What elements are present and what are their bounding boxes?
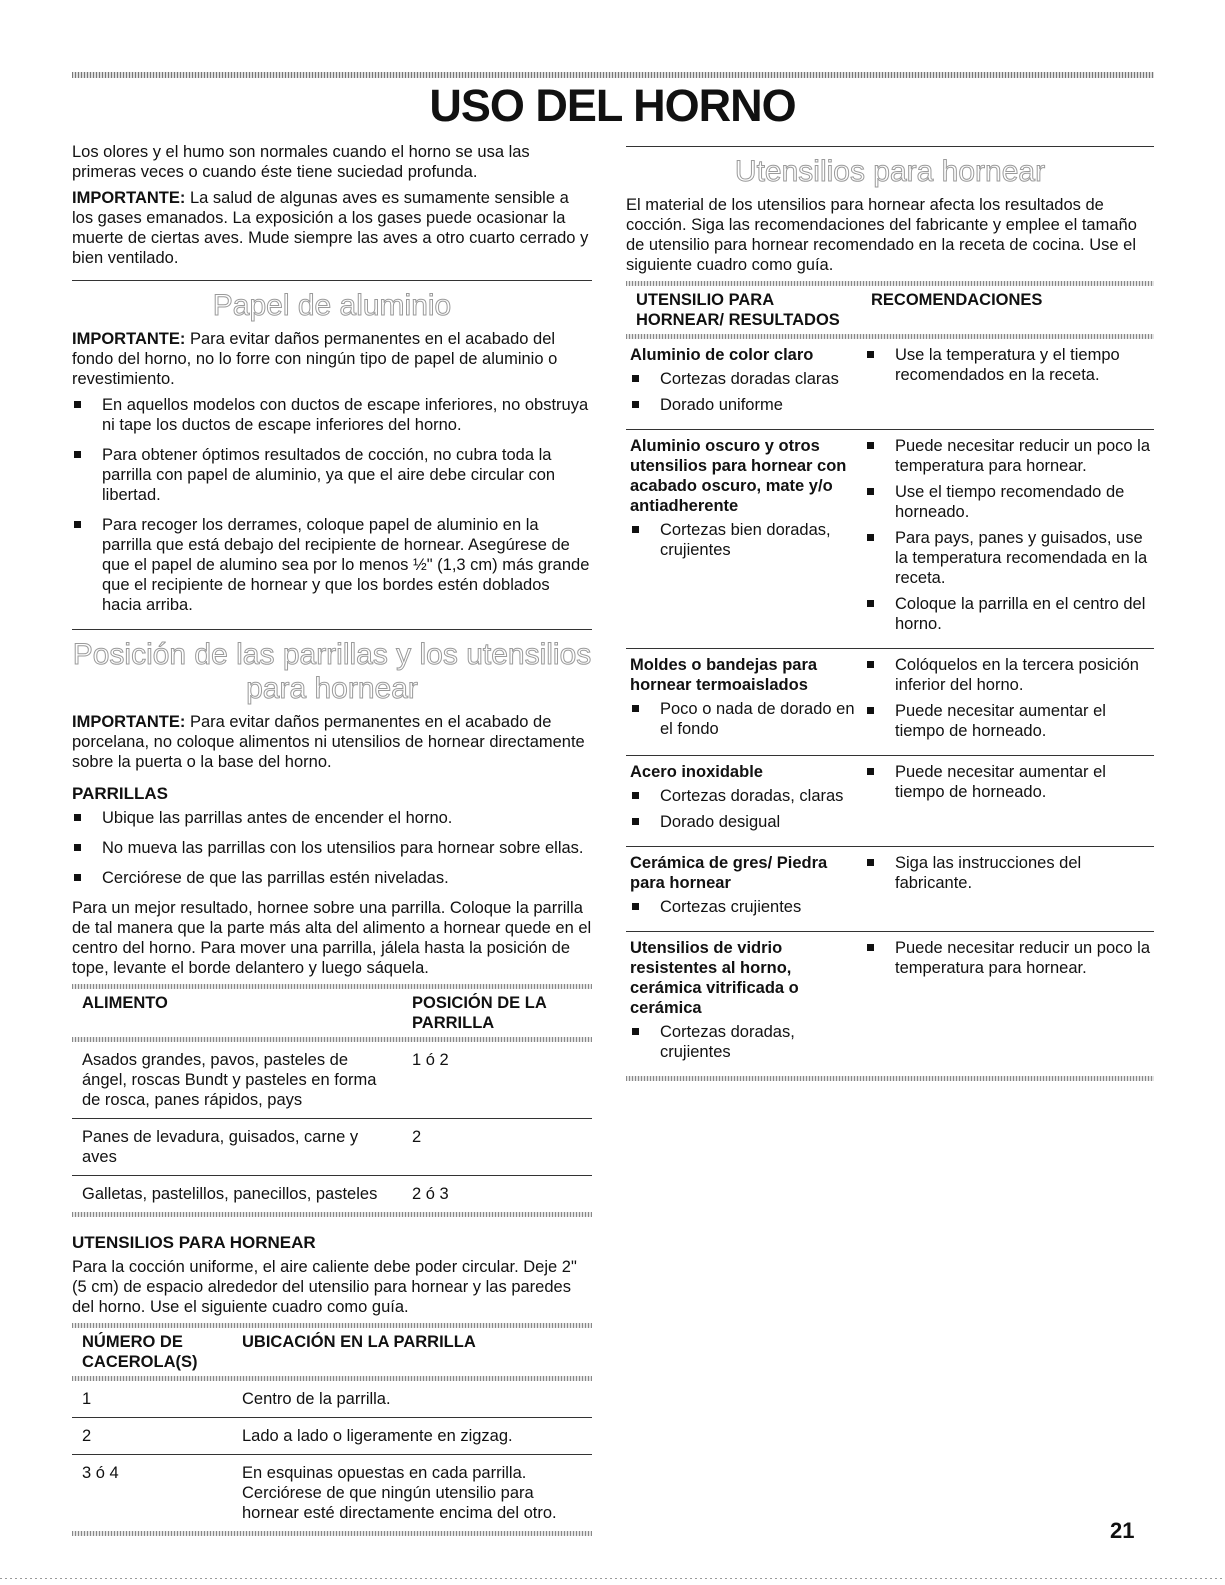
section-title-pans: Utensilios para hornear bbox=[734, 155, 1046, 188]
table-row bbox=[626, 430, 1154, 649]
foil-bullets bbox=[72, 395, 592, 615]
list-item: Use la temperatura y el tiempo recomendados en la receta. bbox=[865, 345, 1150, 385]
table-cell: 3 ó 4 bbox=[82, 1464, 119, 1482]
table-row bbox=[72, 1119, 592, 1176]
list-item: Para pays, panes y guisados, use la temperatura recomendada en la receta. bbox=[865, 528, 1150, 588]
parrillas-heading: PARRILLAS bbox=[72, 784, 169, 803]
important-label: IMPORTANTE: bbox=[72, 330, 186, 348]
section-divider bbox=[72, 280, 592, 281]
list-item: No mueva las parrillas con los utensilios para hornear sobre ellas. bbox=[72, 838, 592, 858]
list-item: Cortezas crujientes bbox=[630, 897, 857, 917]
bakeware-table bbox=[626, 286, 1154, 1076]
important-text: Para evitar daños permanentes en el acabado del fondo del horno, no lo forre con ningún tipo de papel de aluminio o revestimiento. bbox=[72, 330, 558, 388]
rack-position-table bbox=[72, 989, 592, 1212]
bakeware-name: Cerámica de gres/ Piedra para hornear bbox=[630, 854, 828, 892]
table-cell: 2 bbox=[402, 1119, 592, 1176]
list-item: Colóquelos en la tercera posición inferior del horno. bbox=[865, 655, 1150, 695]
list-item: Ubique las parrillas antes de encender el horno. bbox=[72, 808, 592, 828]
pans-heading: UTENSILIOS PARA HORNEAR bbox=[72, 1233, 316, 1252]
list-item: Puede necesitar reducir un poco la temperatura para hornear. bbox=[865, 436, 1150, 476]
table-row bbox=[626, 932, 1154, 1077]
list-item: Puede necesitar reducir un poco la temperatura para hornear. bbox=[865, 938, 1150, 978]
results-list bbox=[630, 786, 857, 832]
table-cell bbox=[626, 649, 861, 756]
table-header: NÚMERO DE CACEROLA(S) bbox=[82, 1333, 198, 1371]
bakeware-name: Acero inoxidable bbox=[630, 763, 763, 781]
bakeware-name: Utensilios de vidrio resistentes al horno, cerámica vitrificada o cerámica bbox=[630, 939, 799, 1017]
recommendations-list bbox=[865, 762, 1150, 802]
table-cell bbox=[861, 847, 1154, 932]
list-item: Coloque la parrilla en el centro del horno. bbox=[865, 594, 1150, 634]
table-header: ALIMENTO bbox=[82, 994, 168, 1012]
recommendations-list bbox=[865, 436, 1150, 634]
table-cell bbox=[861, 339, 1154, 430]
table-row bbox=[72, 1381, 592, 1418]
list-item: Para obtener óptimos resultados de cocción, no cubra toda la parrilla con papel de aluminio, ya que el aire debe circular con libertad. bbox=[72, 445, 592, 505]
intro-paragraph: Los olores y el humo son normales cuando el horno se usa las primeras veces o cuando éste tiene suciedad profunda. bbox=[72, 143, 530, 181]
bakeware-name: Moldes o bandejas para hornear termoaislados bbox=[630, 656, 818, 694]
section-divider bbox=[72, 629, 592, 630]
table-cell: Centro de la parrilla. bbox=[232, 1381, 592, 1418]
table-cell bbox=[626, 932, 861, 1077]
results-list bbox=[630, 520, 857, 560]
list-item: Puede necesitar aumentar el tiempo de horneado. bbox=[865, 701, 1150, 741]
table-row bbox=[626, 847, 1154, 932]
left-column bbox=[72, 142, 592, 1536]
table-cell: Panes de levadura, guisados, carne y aves bbox=[72, 1119, 402, 1176]
right-column bbox=[626, 142, 1154, 1081]
table-row bbox=[72, 1418, 592, 1455]
list-item: Siga las instrucciones del fabricante. bbox=[865, 853, 1150, 893]
bakeware-name: Aluminio de color claro bbox=[630, 346, 814, 364]
table-row bbox=[72, 1455, 592, 1532]
pans-material-paragraph: El material de los utensilios para hornear afecta los resultados de cocción. Siga las recomendaciones del fabricante y emplee el tamaño de utensilio para hornear recomendado en la receta de cocina. Use el siguiente cuadro como guía. bbox=[626, 196, 1137, 274]
table-row bbox=[72, 1042, 592, 1119]
section-divider bbox=[626, 146, 1154, 147]
table-cell: Asados grandes, pavos, pasteles de ángel, roscas Bundt y pasteles en forma de rosca, panes rápidos, pays bbox=[72, 1042, 402, 1119]
important-text: Para evitar daños permanentes en el acabado de porcelana, no coloque alimentos ni utensilios de hornear directamente sobre la puerta o la base del horno. bbox=[72, 713, 585, 771]
bottom-rule bbox=[0, 1578, 1225, 1579]
table-cell bbox=[861, 756, 1154, 847]
list-item: Para recoger los derrames, coloque papel de aluminio en la parrilla que está debajo del recipiente de hornear. Asegúrese de que el papel de alumino sea por lo menos ½" (1,3 cm) más grande que el recipiente de hornear y que los bordes estén doblados hacia arriba. bbox=[72, 515, 592, 615]
table-cell bbox=[861, 649, 1154, 756]
table-cell: Lado a lado o ligeramente en zigzag. bbox=[232, 1418, 592, 1455]
table-bottom-shade bbox=[72, 1531, 592, 1536]
table-row bbox=[626, 649, 1154, 756]
table-cell: Galletas, pastelillos, panecillos, pasteles bbox=[82, 1185, 378, 1203]
table-row bbox=[72, 1176, 592, 1213]
important-label: IMPORTANTE: bbox=[72, 713, 186, 731]
important-text: La salud de algunas aves es sumamente sensible a los gases emanados. La exposición a los gases puede ocasionar la muerte de ciertas aves. Mude siempre las aves a otro cuarto cerrado y bien ventilado. bbox=[72, 189, 589, 267]
bakeware-name: Aluminio oscuro y otros utensilios para hornear con acabado oscuro, mate y/o antiadherente bbox=[630, 437, 847, 515]
table-cell bbox=[861, 430, 1154, 649]
recommendations-list bbox=[865, 938, 1150, 978]
top-rule bbox=[72, 72, 1154, 78]
list-item: Poco o nada de dorado en el fondo bbox=[630, 699, 857, 739]
section-title-racks: Posición de las parrillas y los utensilios para hornear bbox=[72, 638, 592, 705]
table-cell bbox=[626, 756, 861, 847]
table-cell bbox=[626, 430, 861, 649]
table-bottom-shade bbox=[626, 1076, 1154, 1081]
list-item: Puede necesitar aumentar el tiempo de horneado. bbox=[865, 762, 1150, 802]
results-list bbox=[630, 369, 857, 415]
table-cell: 2 bbox=[72, 1418, 232, 1455]
table-cell: 2 ó 3 bbox=[412, 1185, 449, 1203]
table-cell bbox=[626, 847, 861, 932]
list-item: Use el tiempo recomendado de horneado. bbox=[865, 482, 1150, 522]
table-cell: 1 bbox=[72, 1381, 232, 1418]
recommendations-list bbox=[865, 853, 1150, 893]
results-list bbox=[630, 897, 857, 917]
results-list bbox=[630, 699, 857, 739]
racks-important bbox=[72, 712, 592, 772]
list-item: En aquellos modelos con ductos de escape inferiores, no obstruya ni tape los ductos de escape inferiores del horno. bbox=[72, 395, 592, 435]
recommendations-list bbox=[865, 655, 1150, 741]
table-row bbox=[626, 756, 1154, 847]
table-header: RECOMENDACIONES bbox=[871, 291, 1043, 309]
list-item: Cortezas doradas claras bbox=[630, 369, 857, 389]
important-label: IMPORTANTE: bbox=[72, 189, 186, 207]
list-item: Cortezas bien doradas, crujientes bbox=[630, 520, 857, 560]
racks-paragraph: Para un mejor resultado, hornee sobre una parrilla. Coloque la parrilla de tal manera que la parte más alta del alimento a hornear quede en el centro del horno. Para mover una parrilla, jálela hasta la posición de tope, levante el borde delantero y luego sáquela. bbox=[72, 899, 592, 977]
list-item: Dorado uniforme bbox=[630, 395, 857, 415]
page-number: 21 bbox=[1110, 1518, 1135, 1543]
recommendations-list bbox=[865, 345, 1150, 385]
table-header: POSICIÓN DE LA PARRILLA bbox=[412, 994, 547, 1032]
table-header: UTENSILIO PARA HORNEAR/ RESULTADOS bbox=[636, 291, 840, 329]
racks-bullets bbox=[72, 808, 592, 888]
table-cell bbox=[861, 932, 1154, 1077]
table-cell: En esquinas opuestas en cada parrilla. Cerciórese de que ningún utensilio para hornear esté directamente encima del otro. bbox=[242, 1464, 557, 1522]
foil-important bbox=[72, 329, 592, 389]
table-bottom-shade bbox=[72, 1212, 592, 1217]
list-item: Cortezas doradas, claras bbox=[630, 786, 857, 806]
table-row bbox=[626, 339, 1154, 430]
pans-table bbox=[72, 1328, 592, 1531]
table-cell: 1 ó 2 bbox=[402, 1042, 592, 1119]
table-cell bbox=[626, 339, 861, 430]
page-title: USO DEL HORNO bbox=[429, 80, 796, 131]
section-title-foil: Papel de aluminio bbox=[212, 289, 452, 322]
intro-important bbox=[72, 188, 592, 268]
pans-paragraph: Para la cocción uniforme, el aire caliente debe poder circular. Deje 2" (5 cm) de espacio alrededor del utensilio para hornear y las paredes del horno. Use el siguiente cuadro como guía. bbox=[72, 1258, 577, 1316]
list-item: Cerciórese de que las parrillas estén niveladas. bbox=[72, 868, 592, 888]
table-header: UBICACIÓN EN LA PARRILLA bbox=[242, 1333, 476, 1351]
list-item: Dorado desigual bbox=[630, 812, 857, 832]
list-item: Cortezas doradas, crujientes bbox=[630, 1022, 857, 1062]
results-list bbox=[630, 1022, 857, 1062]
